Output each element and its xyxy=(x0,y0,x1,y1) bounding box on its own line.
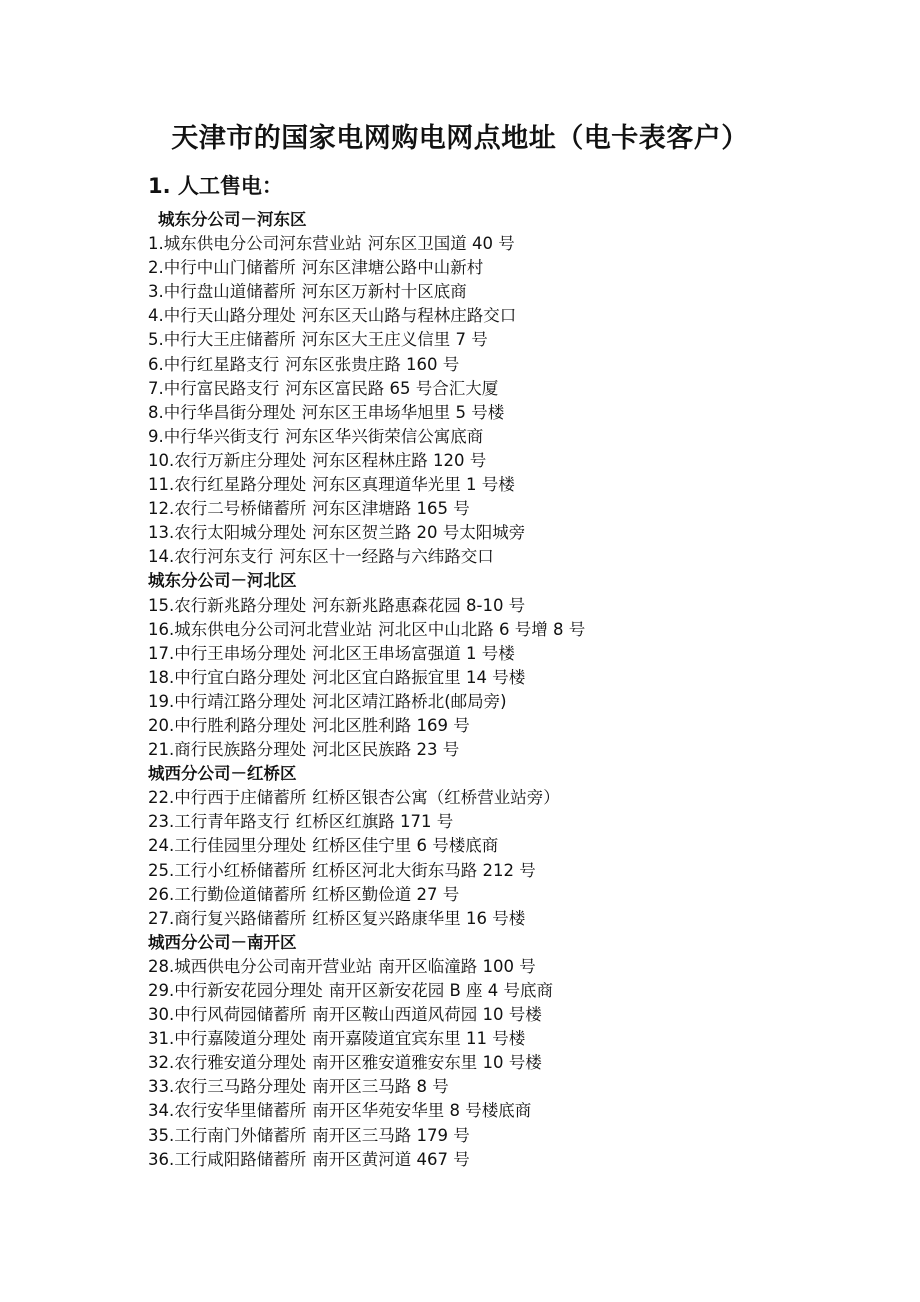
outlet-address: 红桥区银杏公寓（红桥营业站旁） xyxy=(312,788,560,808)
list-item xyxy=(148,328,848,352)
list-item xyxy=(148,786,848,810)
outlet-address: 河北区宜白路振宜里 14 号楼 xyxy=(312,667,526,687)
outlet-name: 26.工行勤俭道储蓄所 xyxy=(148,884,307,904)
outlet-name: 11.农行红星路分理处 xyxy=(148,475,307,495)
outlet-address: 河东区津塘公路中山新村 xyxy=(301,258,484,278)
outlet-name: 34.农行安华里储蓄所 xyxy=(148,1101,307,1121)
outlet-address: 南开区三马路 179 号 xyxy=(312,1125,470,1145)
outlet-address: 河北区王串场富强道 1 号楼 xyxy=(312,643,515,663)
outlet-address: 南开嘉陵道宜宾东里 11 号楼 xyxy=(312,1029,526,1049)
list-item xyxy=(148,280,848,304)
list-item xyxy=(148,1027,848,1051)
outlet-address: 南开区鞍山西道风荷园 10 号楼 xyxy=(312,1005,542,1025)
list-item xyxy=(148,521,848,545)
outlet-name: 31.中行嘉陵道分理处 xyxy=(148,1029,307,1049)
outlet-name: 3.中行盘山道储蓄所 xyxy=(148,282,296,302)
outlet-name: 32.农行雅安道分理处 xyxy=(148,1053,307,1073)
list-item xyxy=(148,304,848,328)
outlet-name: 28.城西供电分公司南开营业站 xyxy=(148,956,373,976)
list-item xyxy=(148,497,848,521)
outlet-address: 河东区真理道华光里 1 号楼 xyxy=(312,475,515,495)
outlet-address: 河东区大王庄义信里 7 号 xyxy=(301,330,488,350)
list-item xyxy=(148,1051,848,1075)
outlet-name: 8.中行华昌街分理处 xyxy=(148,402,296,422)
outlet-name: 2.中行中山门储蓄所 xyxy=(148,258,296,278)
outlet-name: 14.农行河东支行 xyxy=(148,547,274,567)
list-item xyxy=(148,473,848,497)
outlet-address: 河东区王串场华旭里 5 号楼 xyxy=(301,402,505,422)
outlet-address: 河东区富民路 65 号合汇大厦 xyxy=(285,378,499,398)
list-item xyxy=(148,834,848,858)
outlet-address: 红桥区佳宁里 6 号楼底商 xyxy=(312,836,499,856)
outlet-address: 河东区张贵庄路 160 号 xyxy=(285,354,460,374)
outlet-name: 13.农行太阳城分理处 xyxy=(148,523,307,543)
outlet-name: 21.商行民族路分理处 xyxy=(148,740,307,760)
outlet-address: 河北区民族路 23 号 xyxy=(312,740,460,760)
district-heading: 城西分公司－红桥区 xyxy=(148,764,297,784)
list-item xyxy=(148,353,848,377)
outlet-list xyxy=(148,208,848,1172)
outlet-address: 河东区万新村十区底商 xyxy=(301,282,467,302)
outlet-address: 河东区贺兰路 20 号太阳城旁 xyxy=(312,523,526,543)
list-item xyxy=(148,642,848,666)
outlet-name: 25.工行小红桥储蓄所 xyxy=(148,860,307,880)
list-item xyxy=(148,449,848,473)
outlet-name: 12.农行二号桥储蓄所 xyxy=(148,499,307,519)
list-item xyxy=(148,738,848,762)
outlet-name: 20.中行胜利路分理处 xyxy=(148,715,307,735)
outlet-name: 27.商行复兴路储蓄所 xyxy=(148,908,307,928)
list-item xyxy=(148,1099,848,1123)
outlet-name: 36.工行咸阳路储蓄所 xyxy=(148,1149,307,1169)
outlet-name: 23.工行青年路支行 xyxy=(148,812,290,832)
list-item xyxy=(148,810,848,834)
list-item xyxy=(148,232,848,256)
outlet-name: 6.中行红星路支行 xyxy=(148,354,280,374)
outlet-name: 29.中行新安花园分理处 xyxy=(148,981,323,1000)
list-item xyxy=(148,883,848,907)
list-item xyxy=(148,594,848,618)
outlet-name: 1.城东供电分公司河东营业站 xyxy=(148,234,362,254)
district-heading: 城东分公司－河东区 xyxy=(158,210,307,229)
list-item xyxy=(148,425,848,449)
outlet-name: 30.中行风荷园储蓄所 xyxy=(148,1005,307,1025)
outlet-name: 7.中行富民路支行 xyxy=(148,378,280,398)
outlet-name: 10.农行万新庄分理处 xyxy=(148,450,307,470)
outlet-address: 河北区靖江路桥北(邮局旁) xyxy=(312,691,507,711)
outlet-name: 5.中行大王庄储蓄所 xyxy=(148,330,296,350)
outlet-address: 南开区三马路 8 号 xyxy=(312,1077,449,1097)
list-item xyxy=(148,401,848,425)
section-heading: 1. 人工售电： xyxy=(148,174,283,198)
outlet-name: 19.中行靖江路分理处 xyxy=(148,691,307,711)
list-item xyxy=(148,690,848,714)
outlet-name: 9.中行华兴街支行 xyxy=(148,426,280,446)
list-item xyxy=(148,377,848,401)
outlet-address: 南开区新安花园 B 座 4 号底商 xyxy=(328,981,554,1000)
list-item xyxy=(148,545,848,569)
outlet-name: 17.中行王串场分理处 xyxy=(148,643,307,663)
outlet-address: 南开区雅安道雅安东里 10 号楼 xyxy=(312,1053,542,1073)
outlet-name: 4.中行天山路分理处 xyxy=(148,306,296,326)
outlet-address: 河东区天山路与程林庄路交口 xyxy=(301,306,517,326)
list-item xyxy=(148,618,848,642)
list-item xyxy=(148,859,848,883)
district-heading: 城西分公司－南开区 xyxy=(148,932,297,952)
outlet-address: 红桥区复兴路康华里 16 号楼 xyxy=(312,908,526,928)
outlet-address: 红桥区红旗路 171 号 xyxy=(295,812,454,832)
outlet-name: 16.城东供电分公司河北营业站 xyxy=(148,619,373,639)
list-item xyxy=(148,714,848,738)
outlet-address: 河东区津塘路 165 号 xyxy=(312,499,470,519)
outlet-address: 河东区程林庄路 120 号 xyxy=(312,450,487,470)
outlet-name: 22.中行西于庄储蓄所 xyxy=(148,788,307,808)
list-item xyxy=(148,256,848,280)
page-title: 天津市的国家电网购电网点地址（电卡表客户） xyxy=(171,123,749,154)
outlet-address: 河东区十一经路与六纬路交口 xyxy=(279,547,494,567)
outlet-address: 南开区临潼路 100 号 xyxy=(378,956,536,976)
outlet-name: 15.农行新兆路分理处 xyxy=(148,595,307,615)
outlet-address: 河北区胜利路 169 号 xyxy=(312,715,470,735)
outlet-address: 河东新兆路惠森花园 8-10 号 xyxy=(312,595,526,615)
outlet-address: 红桥区河北大街东马路 212 号 xyxy=(312,860,536,880)
outlet-name: 33.农行三马路分理处 xyxy=(148,1077,307,1097)
list-item xyxy=(148,1148,848,1172)
outlet-address: 河东区华兴街荣信公寓底商 xyxy=(285,426,484,446)
outlet-address: 南开区华苑安华里 8 号楼底商 xyxy=(312,1101,532,1121)
outlet-name: 18.中行宜白路分理处 xyxy=(148,667,307,687)
outlet-address: 南开区黄河道 467 号 xyxy=(312,1149,470,1169)
list-item xyxy=(148,666,848,690)
outlet-address: 红桥区勤俭道 27 号 xyxy=(312,884,460,904)
list-item xyxy=(148,1003,848,1027)
list-item xyxy=(148,955,848,979)
list-item xyxy=(148,907,848,931)
outlet-name: 24.工行佳园里分理处 xyxy=(148,836,307,856)
list-item xyxy=(148,1075,848,1099)
outlet-name: 35.工行南门外储蓄所 xyxy=(148,1125,307,1145)
district-heading: 城东分公司－河北区 xyxy=(148,571,297,591)
outlet-address: 河东区卫国道 40 号 xyxy=(367,234,515,254)
outlet-address: 河北区中山北路 6 号增 8 号 xyxy=(378,619,586,639)
list-item xyxy=(148,979,848,1003)
list-item xyxy=(148,1124,848,1148)
